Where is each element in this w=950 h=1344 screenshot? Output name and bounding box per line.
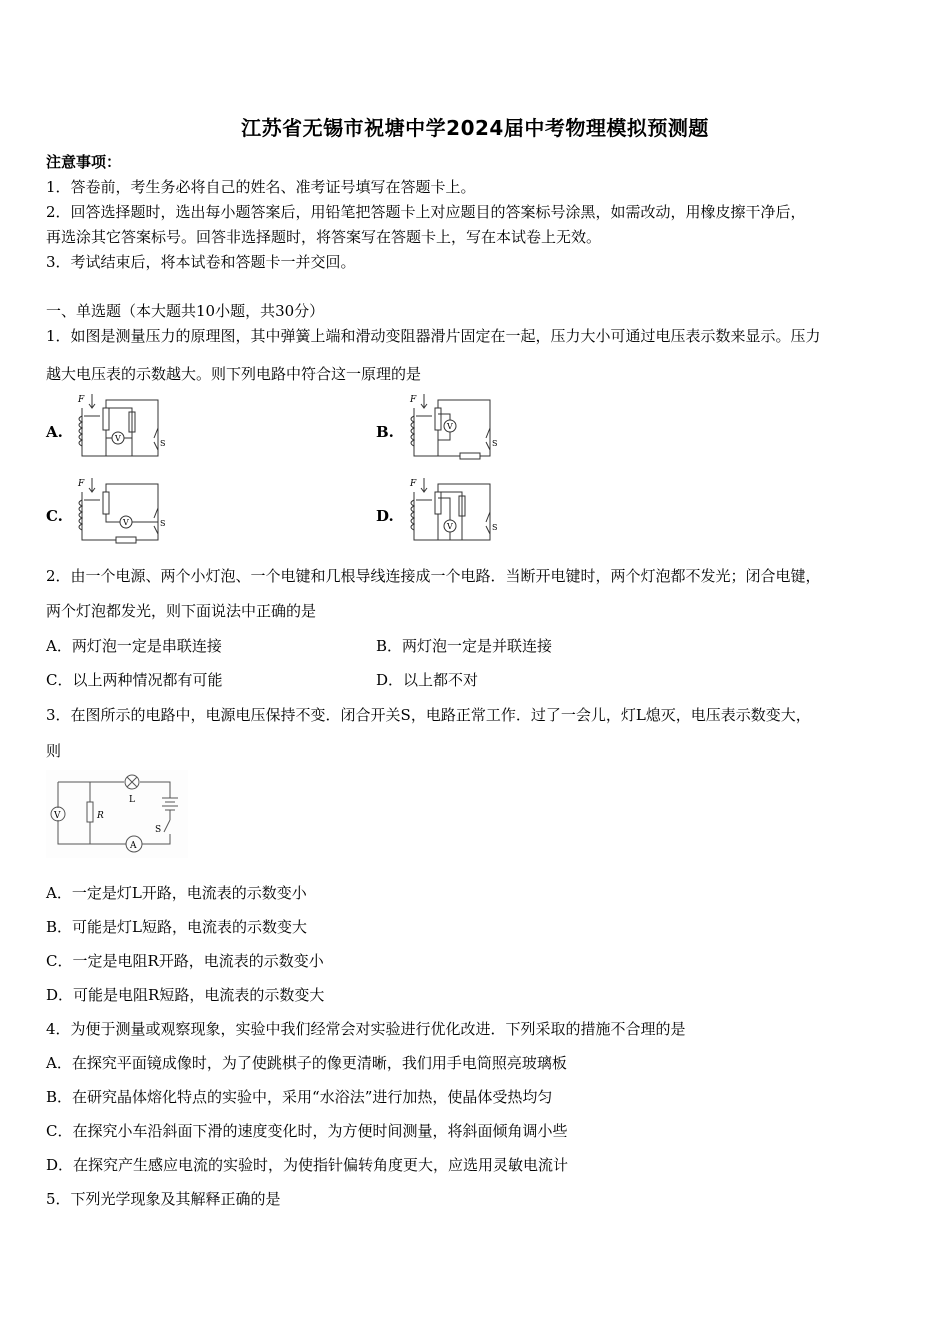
force-label: F: [78, 479, 85, 489]
q4-option-d: D．在探究产生感应电流的实验时，为使指针偏转角度更大，应选用灵敏电流计: [46, 1156, 569, 1174]
voltmeter-label: V: [115, 434, 121, 443]
q1-circuit-c: [70, 478, 170, 548]
switch-label: S: [160, 519, 166, 528]
q1-circuit-a: [70, 394, 170, 464]
ammeter-label: A: [130, 841, 137, 851]
notice-item-2-cont: 再选涂其它答案标号。回答非选择题时，将答案写在答题卡上，写在本试卷上无效。: [46, 228, 602, 246]
q3-stem-line-2: 则: [46, 742, 62, 760]
q1-option-c-label: C.: [46, 507, 63, 525]
q2-option-a: A．两灯泡一定是串联连接: [46, 637, 222, 655]
notice-item-1: 1．答卷前，考生务必将自己的姓名、准考证号填写在答题卡上。: [46, 178, 476, 196]
q1-option-d-label: D.: [376, 507, 394, 525]
q3-option-c: C．一定是电阻R开路，电流表的示数变小: [46, 952, 324, 970]
q4-option-c: C．在探究小车沿斜面下滑的速度变化时，为方便时间测量，将斜面倾角调小些: [46, 1122, 568, 1140]
q3-stem-line-1: 3．在图所示的电路中，电源电压保持不变．闭合开关S，电路正常工作．过了一会儿，灯L熄灭，电压表示数变大，: [46, 706, 811, 724]
switch-label: S: [160, 439, 166, 448]
voltmeter-label: V: [54, 811, 61, 821]
q1-option-b-label: B.: [376, 423, 394, 441]
lamp-label: L: [129, 795, 135, 805]
q4-option-b: B．在研究晶体熔化特点的实验中，采用“水浴法”进行加热，使晶体受热均匀: [46, 1088, 553, 1106]
resistor-label: R: [97, 811, 104, 821]
q2-stem-line-1: 2．由一个电源、两个小灯泡、一个电键和几根导线连接成一个电路．当断开电键时，两个灯泡都不发光；闭合电键，: [46, 567, 821, 585]
q3-option-d: D．可能是电阻R短路，电流表的示数变大: [46, 986, 325, 1004]
q3-option-b: B．可能是灯L短路，电流表的示数变大: [46, 918, 307, 936]
q2-option-b: B．两灯泡一定是并联连接: [376, 637, 553, 655]
q2-option-c: C．以上两种情况都有可能: [46, 671, 223, 689]
switch-label: S: [492, 439, 498, 448]
q4-stem: 4．为便于测量或观察现象，实验中我们经常会对实验进行优化改进．下列采取的措施不合理的是: [46, 1020, 686, 1038]
voltmeter-label: V: [447, 522, 453, 531]
force-label: F: [410, 479, 417, 489]
switch-label: S: [492, 523, 498, 532]
q3-circuit: [46, 770, 188, 858]
q1-circuit-b: [402, 394, 502, 464]
page-title: 江苏省无锡市祝塘中学2024届中考物理模拟预测题: [241, 116, 709, 140]
q1-stem-line-2: 越大电压表的示数越大。则下列电路中符合这一原理的是: [46, 365, 422, 383]
q3-option-a: A．一定是灯L开路，电流表的示数变小: [46, 884, 307, 902]
notice-heading: 注意事项：: [46, 153, 122, 171]
voltmeter-label: V: [123, 518, 129, 527]
switch-label: S: [155, 825, 162, 835]
q2-stem-line-2: 两个灯泡都发光，则下面说法中正确的是: [46, 602, 317, 620]
force-label: F: [410, 395, 417, 405]
q1-stem-line-1: 1．如图是测量压力的原理图，其中弹簧上端和滑动变阻器滑片固定在一起，压力大小可通过电压表示数来显示。压力: [46, 327, 821, 345]
q1-circuit-d: [402, 478, 502, 548]
q2-option-d: D．以上都不对: [376, 671, 479, 689]
q5-stem: 5．下列光学现象及其解释正确的是: [46, 1190, 281, 1208]
q1-option-a-label: A.: [46, 423, 63, 441]
section-heading: 一、单选题（本大题共10小题，共30分）: [46, 302, 325, 320]
voltmeter-label: V: [447, 422, 453, 431]
q4-option-a: A．在探究平面镜成像时，为了使跳棋子的像更清晰，我们用手电筒照亮玻璃板: [46, 1054, 567, 1072]
force-label: F: [78, 395, 85, 405]
notice-item-3: 3．考试结束后，将本试卷和答题卡一并交回。: [46, 253, 356, 271]
notice-item-2: 2．回答选择题时，选出每小题答案后，用铅笔把答题卡上对应题目的答案标号涂黑，如需改动，用橡皮擦干净后，: [46, 203, 806, 221]
